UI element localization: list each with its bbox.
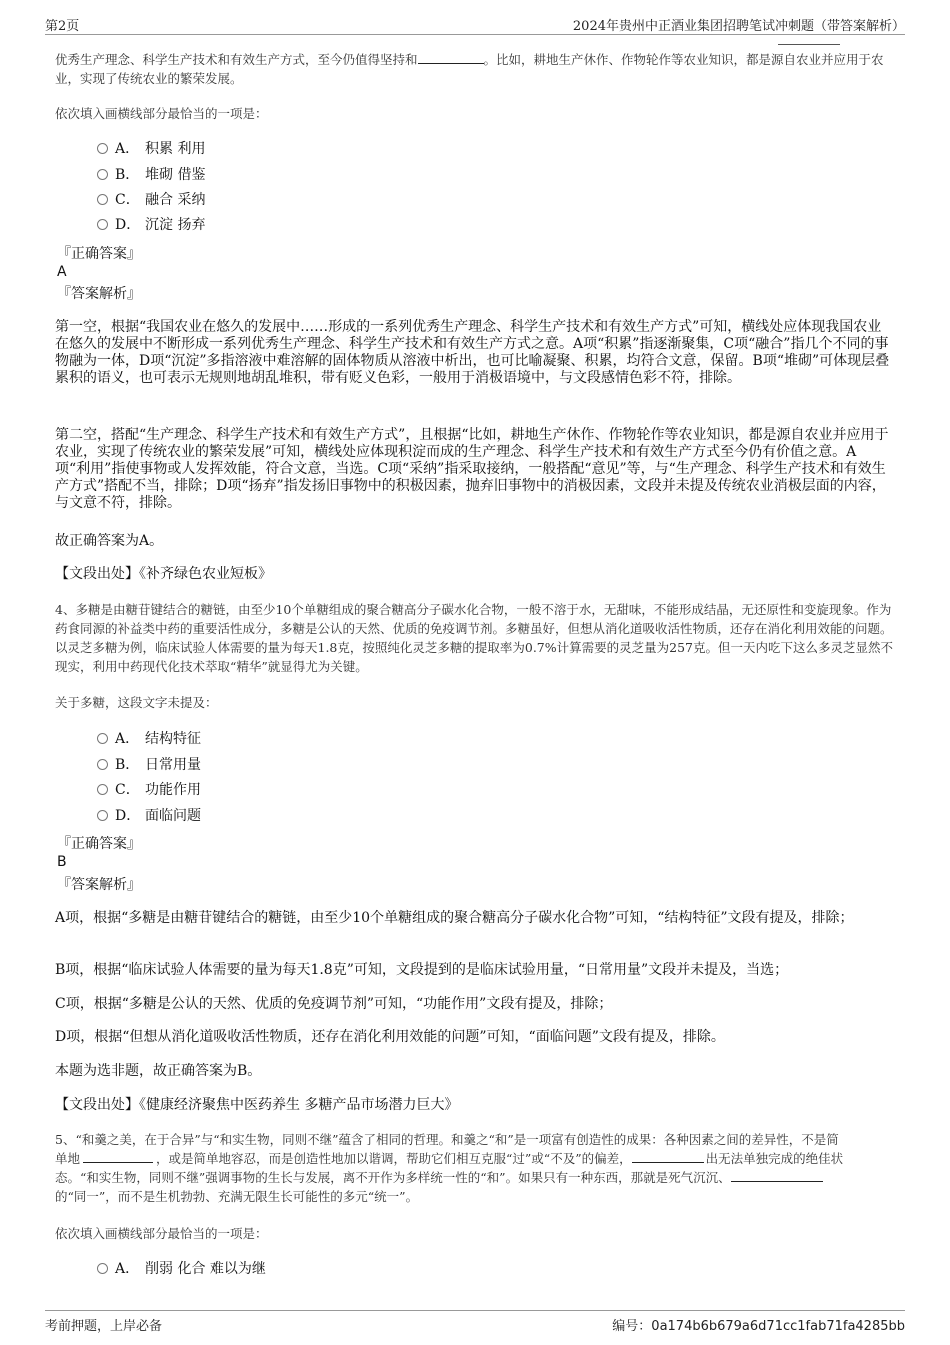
radio-icon[interactable] [97, 219, 108, 230]
q4-source: 【文段出处】《健康经济聚焦中医药养生 多糖产品市场潜力巨大》 [55, 1097, 459, 1113]
q4-analysis-a: A项，根据“多糖是由糖苷键结合的糖链，由至少10个单糖组成的聚合糖高分子碳水化合物”可知，“结构特征”文段有提及，排除； [55, 910, 854, 926]
page-footer [45, 1310, 905, 1335]
document-title: 2024年贵州中正酒业集团招聘笔试冲刺题（带答案解析） [572, 19, 905, 34]
q4-conclusion: 本题为选非题，故正确答案为B。 [55, 1063, 262, 1079]
q5-line-1: 5、“和羹之美，在于合异”与“和实生物，同则不继”蕴含了相同的哲理。和羹之“和”是一项富有创造性的成果：各种因素之间的差异性，不是简 [55, 1132, 839, 1147]
q4-analysis-b: B项，根据“临床试验人体需要的量为每天1.8克”可知，文段提到的是临床试验用量，“日常用量”文段并未提及，当选； [55, 962, 789, 978]
blank-1 [418, 51, 484, 64]
q3-option-c[interactable]: C． 融合 采纳 [97, 190, 205, 210]
q3-answer: A [57, 264, 67, 280]
blank-2 [632, 1150, 704, 1163]
q3-analysis-tag: 『答案解析』 [57, 286, 141, 302]
footer-slogan: 考前押题，上岸必备 [45, 1319, 163, 1334]
q3-option-d[interactable]: D． 沉淀 扬弃 [97, 215, 205, 235]
q4-option-d[interactable]: D． 面临问题 [97, 806, 201, 826]
q5-line-3: 态。“和实生物，同则不继”强调事物的生长与发展，离不开作为多样统一性的“和”。如果只有一种东西，那就是死气沉沉、 [55, 1168, 905, 1187]
q3-analysis-paragraph-2: 第二空，搭配“生产理念、科学生产技术和有效生产方式”，且根据“比如，耕地生产休作、作物轮作等农业知识，都是源自农业并应用于农业，实现了传统农业的繁荣发展”可知，横线处应体现积淀而成的生产理念、科学生产技术和有效生产方式至今仍有价值之意。A项“利用”指使事物或人发挥效能，符合文意，当选。C项“采纳”指采取接纳，一般搭配“意见”等，与“生产理念、科学生产技术和有效生产方式”搭配不当，排除；D项“扬弃”指发扬旧事物中的积极因素，抛弃旧事物中的消极因素，文段并未提及传统农业消极层面的内容，与文意不符，排除。 [55, 427, 889, 511]
q3-conclusion: 故正确答案为A。 [55, 533, 164, 549]
blank-1 [83, 1150, 153, 1163]
q4-answer-tag: 『正确答案』 [57, 836, 141, 852]
radio-icon[interactable] [97, 784, 108, 795]
q3-passage: 优秀生产理念、科学生产技术和有效生产方式，至今仍值得坚持和 。比如，耕地生产休作、作物轮作等农业知识，都是源自农业并应用于农业，实现了传统农业的繁荣发展。 [55, 52, 884, 86]
page-number: 第2页 [45, 19, 80, 34]
q3-source: 【文段出处】《补齐绿色农业短板》 [55, 566, 272, 582]
q3-option-b[interactable]: B． 堆砌 借鉴 [97, 165, 205, 185]
q4-option-c[interactable]: C． 功能作用 [97, 780, 201, 800]
q3-prompt: 依次填入画横线部分最恰当的一项是： [55, 106, 268, 121]
q4-option-b[interactable]: B． 日常用量 [97, 755, 201, 775]
page-header [45, 12, 905, 35]
q5-prompt: 依次填入画横线部分最恰当的一项是： [55, 1226, 268, 1241]
q5-line-4: 的“同一”，而不是生机勃勃、充满无限生长可能性的多元“统一”。 [55, 1189, 419, 1204]
radio-icon[interactable] [97, 759, 108, 770]
header-rule [778, 44, 840, 45]
radio-icon[interactable] [97, 194, 108, 205]
q4-option-a[interactable]: A． 结构特征 [97, 729, 201, 749]
q4-prompt: 关于多糖，这段文字未提及： [55, 695, 218, 710]
radio-icon[interactable] [97, 733, 108, 744]
q5-passage [55, 1130, 905, 1206]
q4-analysis-c: C项，根据“多糖是公认的天然、优质的免疫调节剂”可知，“功能作用”文段有提及，排除； [55, 996, 613, 1012]
q5-line-2: 单地 ，或是简单地容忍，而是创造性地加以谐调，帮助它们相互克服“过”或“不及”的偏差， 出无法单独完成的绝佳状 [55, 1151, 844, 1166]
q3-analysis-paragraph-1: 第一空，根据“我国农业在悠久的发展中……形成的一系列优秀生产理念、科学生产技术和有效生产方式”可知，横线处应体现我国农业在悠久的发展中不断形成一系列优秀生产理念、科学生产技术和有效生产方式之意。A项“积累”指逐渐聚集，C项“融合”指几个不同的事物融为一体，D项“沉淀”多指溶液中难溶解的固体物质从溶液中析出，也可比喻凝聚、积累，均符合文意，保留。B项“堆砌”可体现层叠累积的语义，也可表示无规则地胡乱堆积，带有贬义色彩，一般用于消极语境中，与文段感情色彩不符，排除。 [55, 319, 890, 386]
q5-option-a[interactable]: A． 削弱 化合 难以为继 [97, 1259, 266, 1279]
document-code: 编号：0a174b6b679a6d71cc1fab71fa4285bb [612, 1319, 905, 1334]
radio-icon[interactable] [97, 810, 108, 821]
radio-icon[interactable] [97, 143, 108, 154]
q4-analysis-tag: 『答案解析』 [57, 877, 141, 893]
q3-answer-tag: 『正确答案』 [57, 246, 141, 262]
blank-3 [731, 1169, 823, 1182]
q4-analysis-d: D项，根据“但想从消化道吸收活性物质，还存在消化利用效能的问题”可知，“面临问题”文段有提及，排除。 [55, 1029, 725, 1045]
q4-answer: B [57, 854, 67, 870]
radio-icon[interactable] [97, 169, 108, 180]
radio-icon[interactable] [97, 1263, 108, 1274]
q3-option-a[interactable]: A． 积累 利用 [97, 139, 205, 159]
q4-passage: 4、多糖是由糖苷键结合的糖链，由至少10个单糖组成的聚合糖高分子碳水化合物，一般不溶于水，无甜味，不能形成结晶，无还原性和变旋现象。作为药食同源的补益类中药的重要活性成分，多糖是公认的天然、优质的免疫调节剂。多糖虽好，但想从消化道吸收活性物质，还存在消化利用效能的问题。以灵芝多糖为例，临床试验人体需要的量为每天1.8克，按照纯化灵芝多糖的提取率为0.7%计算需要的灵芝量为257克。但一天内吃下这么多灵芝显然不现实，利用中药现代化技术萃取“精华”就显得尤为关键。 [55, 602, 893, 674]
